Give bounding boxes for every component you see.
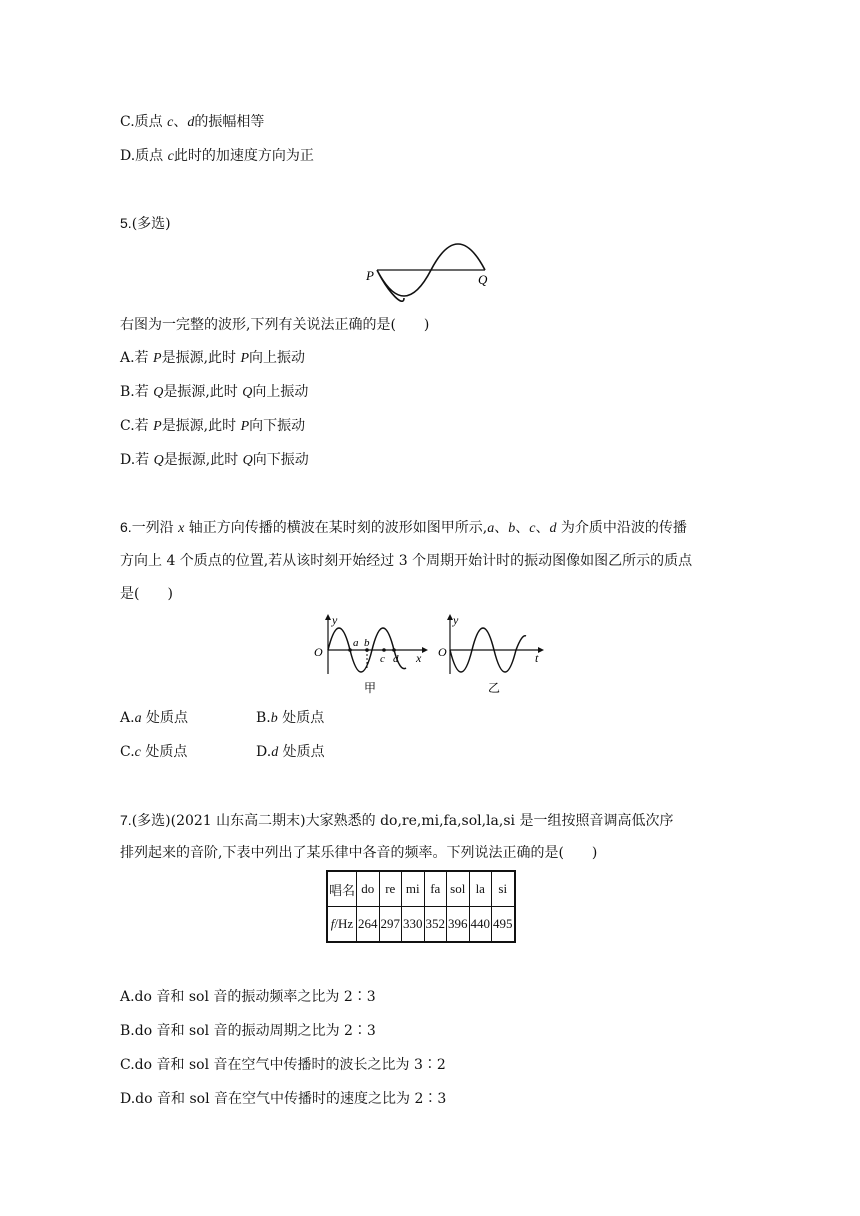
q7-stem-line2: 排列起来的音阶,下表中列出了某乐律中各音的频率。下列说法正确的是( )	[120, 845, 598, 861]
q5-option-d: D.若 Q是振源,此时 Q向下振动	[120, 452, 309, 468]
q4-option-d: D.质点 c此时的加速度方向为正	[120, 148, 314, 164]
table-cell-unit: f/Hz	[327, 907, 357, 943]
q6-option-b: B.b 处质点	[256, 710, 325, 726]
jia-label-x: x	[416, 651, 422, 665]
jia-label-d: d	[393, 653, 399, 665]
frequency-table	[326, 870, 516, 943]
table-cell: 396	[447, 907, 470, 943]
table-cell: fa	[424, 871, 447, 907]
jia-y-arrow	[325, 614, 331, 620]
table-cell: do	[357, 871, 380, 907]
q5-option-a: A.若 P是振源,此时 P向上振动	[120, 350, 306, 366]
table-cell: 352	[424, 907, 447, 943]
table-cell: 440	[469, 907, 492, 943]
q7-option-b: B.do 音和 sol 音的振动周期之比为 2∶3	[120, 1023, 376, 1039]
q5-heading: 5.(多选)	[120, 215, 171, 232]
table-cell: 495	[492, 907, 515, 943]
q6-option-c: C.c 处质点	[120, 744, 188, 760]
q7-option-c: C.do 音和 sol 音在空气中传播时的波长之比为 3∶2	[120, 1057, 446, 1073]
q6-figure-jia	[312, 612, 432, 696]
q6-option-d: D.d 处质点	[256, 744, 325, 760]
table-cell: 330	[402, 907, 425, 943]
yi-label-y: y	[453, 613, 459, 627]
table-cell: re	[379, 871, 402, 907]
jia-point-c	[382, 648, 386, 652]
jia-label-y: y	[332, 613, 338, 627]
q5-label-p: P	[366, 268, 374, 283]
yi-t-arrow	[538, 647, 544, 653]
table-cell: la	[469, 871, 492, 907]
q6-stem-line3: 是( )	[120, 586, 173, 602]
jia-caption: 甲	[364, 681, 377, 695]
q7-option-a: A.do 音和 sol 音的振动频率之比为 2∶3	[120, 989, 376, 1005]
q7-stem-line1: 7.(多选)(2021 山东高二期末)大家熟悉的 do,re,mi,fa,sol,la,si 是一组按照音调高低次序	[120, 812, 674, 829]
q5-stem: 右图为一完整的波形,下列有关说法正确的是( )	[120, 317, 430, 333]
table-row-header	[327, 871, 515, 907]
jia-label-o: O	[314, 645, 323, 659]
table-cell: mi	[402, 871, 425, 907]
table-cell: 唱名	[327, 871, 357, 907]
yi-label-t: t	[535, 651, 539, 665]
table-cell: 297	[379, 907, 402, 943]
q5-label-q: Q	[478, 272, 488, 287]
table-cell: 264	[357, 907, 380, 943]
jia-label-a: a	[353, 637, 359, 649]
q4-option-c: C.质点 c、d的振幅相等	[120, 114, 265, 130]
q6-figure-yi	[438, 612, 550, 696]
q6-stem-line2: 方向上 4 个质点的位置,若从该时刻开始经过 3 个周期开始计时的振动图像如图乙所示的质点	[120, 553, 693, 569]
q6-stem-line1: 6.一列沿 x 轴正方向传播的横波在某时刻的波形如图甲所示,a、b、c、d 为介质中沿波的传播	[120, 519, 687, 536]
table-cell: si	[492, 871, 515, 907]
jia-point-d	[392, 648, 396, 652]
jia-label-c: c	[380, 653, 385, 665]
jia-x-arrow	[422, 647, 428, 653]
q5-wave-curve	[377, 244, 485, 301]
table-cell: sol	[447, 871, 470, 907]
jia-label-b: b	[364, 637, 370, 649]
yi-caption: 乙	[488, 681, 501, 695]
q5-option-c: C.若 P是振源,此时 P向下振动	[120, 418, 306, 434]
q6-option-a: A.a 处质点	[120, 710, 189, 726]
q5-option-b: B.若 Q是振源,此时 Q向上振动	[120, 384, 309, 400]
jia-point-a	[348, 648, 352, 652]
yi-label-o: O	[438, 645, 447, 659]
table-row-frequency	[327, 907, 515, 943]
q7-option-d: D.do 音和 sol 音在空气中传播时的速度之比为 2∶3	[120, 1091, 447, 1107]
q5-wave-figure	[360, 238, 500, 302]
